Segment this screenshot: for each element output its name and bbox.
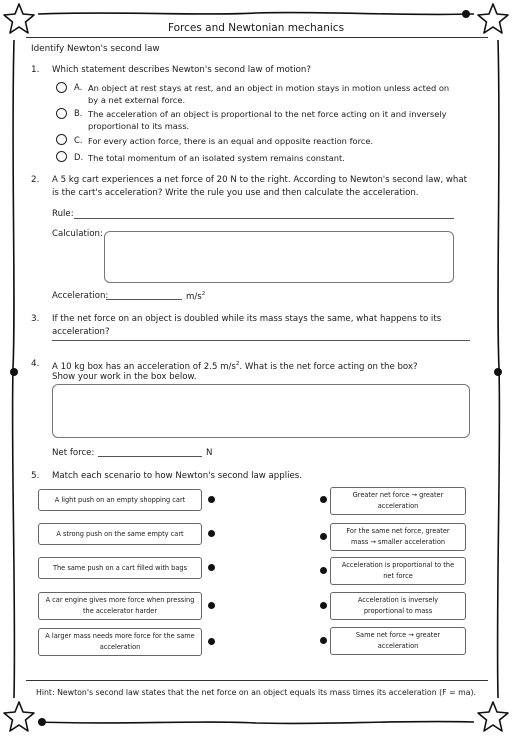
title-divider xyxy=(26,37,488,38)
match-right-item: For the same net force, greater mass → smaller acceleration xyxy=(330,523,466,551)
match-left-connector[interactable] xyxy=(208,602,215,609)
acceleration-label: Acceleration: xyxy=(52,291,109,301)
option-letter: B. xyxy=(74,108,83,118)
question-number: 1. xyxy=(31,65,40,75)
option-c-radio[interactable] xyxy=(56,134,67,145)
net-force-label: Net force: xyxy=(52,448,95,458)
match-left-item: The same push on a cart filled with bags xyxy=(38,557,202,579)
match-left-item: A car engine gives more force when pressing the accelerator harder xyxy=(38,592,202,620)
match-right-connector[interactable] xyxy=(320,602,327,609)
option-a-radio[interactable] xyxy=(56,82,67,93)
match-right-connector[interactable] xyxy=(320,637,327,644)
question-text: Which statement describes Newton's second law of motion? xyxy=(52,65,311,75)
option-c-text: For every action force, there is an equal and opposite reaction force. xyxy=(88,136,374,146)
match-right-connector[interactable] xyxy=(320,533,327,540)
corner-star-icon xyxy=(2,700,36,734)
question-number: 4. xyxy=(31,359,40,369)
border-dot-icon xyxy=(494,368,502,376)
match-right-connector[interactable] xyxy=(320,567,327,574)
option-letter: A. xyxy=(74,82,83,92)
match-right-item: Same net force → greater acceleration xyxy=(330,627,466,655)
border-dot-icon xyxy=(38,718,46,726)
option-d-text: The total momentum of an isolated system remains constant. xyxy=(88,153,345,163)
match-right-connector[interactable] xyxy=(320,496,327,503)
match-right-item: Acceleration is inversely proportional to mass xyxy=(330,592,466,620)
match-left-connector[interactable] xyxy=(208,496,215,503)
calculation-label: Calculation: xyxy=(52,229,103,239)
calculation-box[interactable] xyxy=(104,231,454,283)
match-left-connector[interactable] xyxy=(208,638,215,645)
hint-text: Hint: Newton's second law states that the net force on an object equals its mass times its acceleration (F = ma). xyxy=(35,688,477,697)
corner-star-icon xyxy=(476,700,510,734)
question-text: A 5 kg cart experiences a net force of 20 N to the right. According to Newton's second law, what is the cart's acceleration? Write the rule you use and then calculate the acceleration. xyxy=(52,175,468,198)
question-number: 3. xyxy=(31,314,40,324)
question-text: Match each scenario to how Newton's second law applies. xyxy=(52,471,302,481)
page-title: Forces and Newtonian mechanics xyxy=(167,22,345,34)
match-right-item: Greater net force → greater acceleration xyxy=(330,487,466,515)
rule-label: Rule: xyxy=(52,209,74,219)
option-a-text: An object at rest stays at rest, and an object in motion stays in motion unless acted on by a net external force. xyxy=(88,83,450,105)
match-left-item: A light push on an empty shopping cart xyxy=(38,489,202,511)
question-number: 2. xyxy=(31,175,40,185)
acceleration-unit xyxy=(186,291,205,302)
question-instruction: Show your work in the box below. xyxy=(52,372,197,382)
option-b-radio[interactable] xyxy=(56,108,67,119)
page-subtitle: Identify Newton's second law xyxy=(31,44,160,54)
hint-divider xyxy=(26,680,488,681)
match-left-item: A larger mass needs more force for the same acceleration xyxy=(38,628,202,656)
question-text-part: A 10 kg box has an acceleration of 2.5 m/s xyxy=(52,361,236,372)
unit-exponent: 2 xyxy=(235,361,240,367)
border-dot-icon xyxy=(10,368,18,376)
match-left-item: A strong push on the same empty cart xyxy=(38,523,202,545)
work-box[interactable] xyxy=(52,384,470,438)
question-text-part: . What is the net force acting on the box? xyxy=(239,361,418,372)
rule-answer-line[interactable] xyxy=(74,218,454,219)
question-number: 5. xyxy=(31,471,40,481)
border-dot-icon xyxy=(462,10,470,18)
q3-answer-line[interactable] xyxy=(52,340,470,341)
match-right-item: Acceleration is proportional to the net force xyxy=(330,557,466,585)
option-d-radio[interactable] xyxy=(56,151,67,162)
option-letter: C. xyxy=(74,135,83,145)
option-letter: D. xyxy=(74,152,84,162)
net-force-answer-line[interactable] xyxy=(98,456,202,457)
match-left-connector[interactable] xyxy=(208,530,215,537)
match-left-connector[interactable] xyxy=(208,564,215,571)
question-text: If the net force on an object is doubled while its mass stays the same, what happens to its acceleration? xyxy=(52,314,442,337)
acceleration-answer-line[interactable] xyxy=(106,299,182,300)
unit-text: m/s xyxy=(186,291,202,302)
unit-exponent: 2 xyxy=(201,291,206,297)
force-unit: N xyxy=(206,448,213,458)
option-b-text: The acceleration of an object is proportional to the net force acting on it and inversely proportional to its mass. xyxy=(88,109,447,131)
